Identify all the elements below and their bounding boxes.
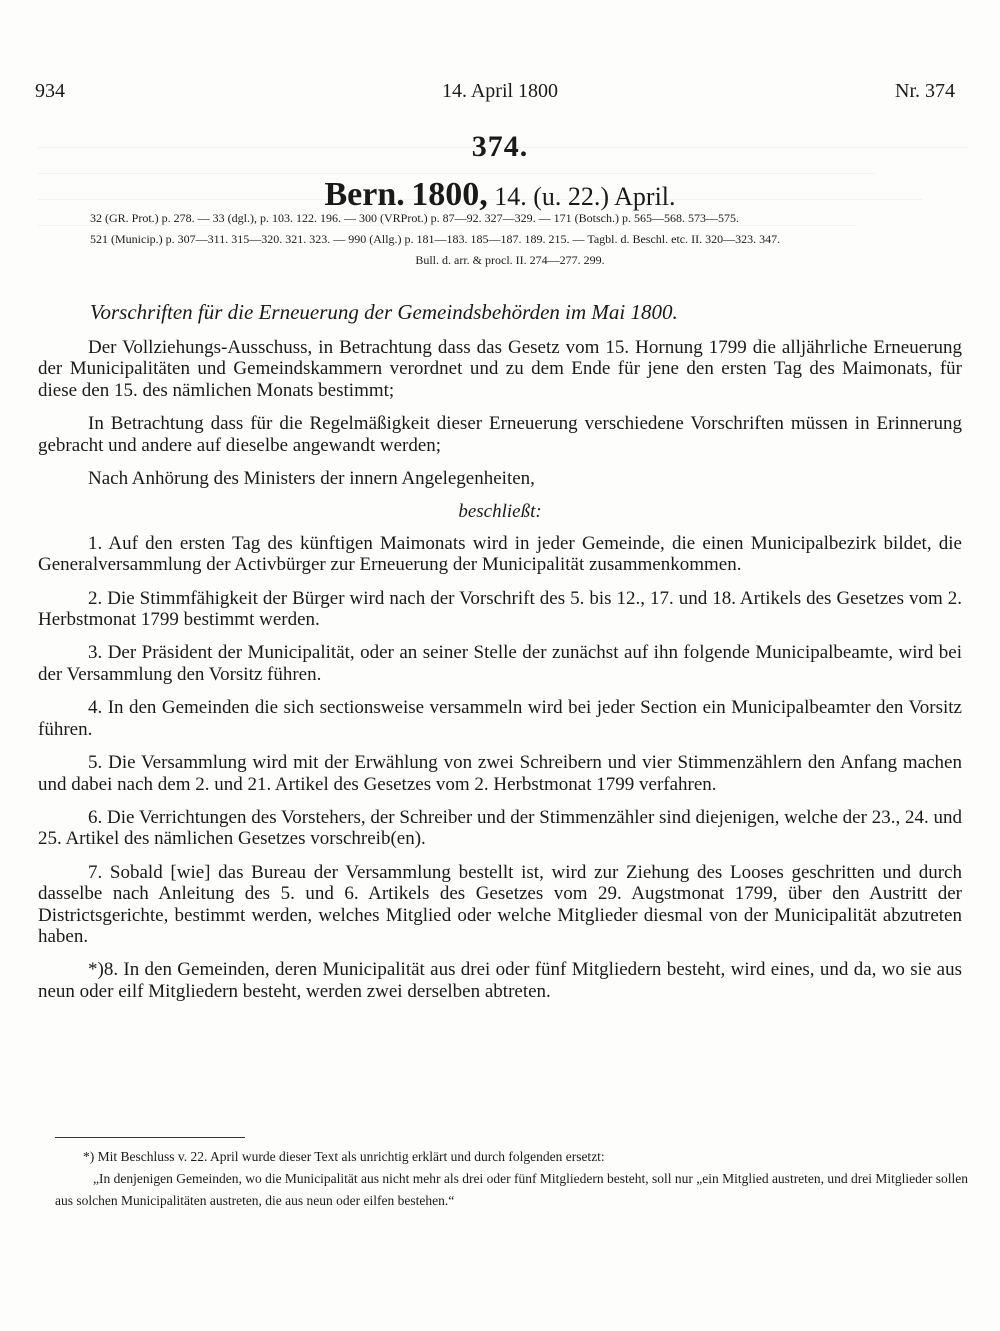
article-paragraph: 1. Auf den ersten Tag des künftigen Maimonats wird in jeder Gemeinde, die einen Municipalbezirk bildet, die Generalversammlung der Activbürger zur Erneuerung der Municipalität zusammenkommen. bbox=[38, 532, 962, 576]
title-place: Bern. bbox=[324, 176, 405, 213]
source-line: Bull. d. arr. & procl. II. 274—277. 299. bbox=[415, 253, 605, 267]
footnote bbox=[55, 1146, 975, 1212]
header-date: 14. April 1800 bbox=[441, 80, 559, 102]
footnote-line: *) Mit Beschluss v. 22. April wurde dieser Text als unrichtig erklärt und durch folgenden ersetzt: bbox=[83, 1149, 605, 1164]
article-paragraph: 3. Der Präsident der Municipalität, oder an seiner Stelle der zunächst auf ihn folgende Municipalbeamte, wird bei der Versammlung den Vorsitz führen. bbox=[38, 642, 962, 685]
article-paragraph: 2. Die Stimmfähigkeit der Bürger wird nach der Vorschrift des 5. bis 12., 17. und 18. Artikels des Gesetzes vom 2. Herbstmonat 1799 bestimmt werden. bbox=[38, 587, 962, 631]
document-number: 374. bbox=[471, 130, 529, 163]
article-paragraph: 6. Die Verrichtungen des Vorstehers, der Schreiber und der Stimmenzähler sind diejenigen, welche der 23., 24. und 25. Artikel des nämlichen Gesetzes vorschreib(en). bbox=[38, 806, 962, 850]
source-line: 32 (GR. Prot.) p. 278. — 33 (dgl.), p. 103. 122. 196. — 300 (VRProt.) p. 87—92. 327—329. — 171 (Botsch.) p. 565—568. 573—575. bbox=[90, 211, 739, 225]
article-paragraph: 7. Sobald [wie] das Bureau der Versammlung bestellt ist, wird zur Ziehung des Looses geschritten und durch dasselbe nach Anleitung des 5. und 6. Artikels des Gesetzes vom 29. Augstmonat 1799, über den Austritt der Districtsgerichte, bestimmt werden, welches Mitglied oder welche Mitglieder diesmal von der Municipalität abzutreten haben. bbox=[38, 861, 962, 947]
document-subject: Vorschriften für die Erneuerung der Gemeindsbehörden im Mai 1800. bbox=[90, 300, 678, 324]
preamble-paragraph: In Betrachtung dass für die Regelmäßigkeit dieser Erneuerung verschiedene Vorschriften müssen in Erinnerung gebracht und andere auf dieselbe angewandt werden; bbox=[38, 413, 962, 456]
footnote-line: „In denjenigen Gemeinden, wo die Municipalität aus nicht mehr als drei oder fünf Mitgliedern besteht, soll nur „ein Mitglied austreten, und drei Mitglieder sollen aus solchen Municipalitäten austreten, die aus neun oder eilfen bestehen.“ bbox=[55, 1171, 969, 1208]
resolution-heading: beschließt: bbox=[458, 501, 542, 523]
title-year: 1800, bbox=[411, 176, 488, 213]
footnote-divider bbox=[55, 1137, 245, 1138]
article-paragraph: 5. Die Versammlung wird mit der Erwählung von zwei Schreibern und vier Stimmenzählern den Anfang machen und dabei nach dem 2. und 21. Artikel des Gesetzes vom 2. Herbstmonat 1799 verfahren. bbox=[38, 752, 962, 795]
source-references bbox=[90, 208, 930, 271]
source-line: 521 (Municip.) p. 307—311. 315—320. 321. 323. — 990 (Allg.) p. 181—183. 185—187. 189. 215. — Tagbl. d. Beschl. etc. II. 320—323. 347. bbox=[90, 232, 781, 246]
page-number: 934 bbox=[35, 80, 65, 102]
document-body bbox=[38, 337, 962, 1014]
article-paragraph: 4. In den Gemeinden die sich sectionsweise versammeln wird bei jeder Section ein Municipalbeamter den Vorsitz führen. bbox=[38, 697, 962, 740]
preamble-paragraph: Der Vollziehungs-Ausschuss, in Betrachtung dass das Gesetz vom 15. Hornung 1799 die alljährliche Erneuerung der Municipalitäten und Gemeindskammern verordnet und zu dem Ende für jene den ersten Tag des Maimonats, für diese den 15. des nämlichen Monats bestimmt; bbox=[38, 337, 962, 401]
preamble-paragraph: Nach Anhörung des Ministers der innern Angelegenheiten, bbox=[88, 468, 535, 490]
header-document-number: Nr. 374 bbox=[895, 80, 955, 102]
title-date: 14. (u. 22.) April. bbox=[487, 182, 676, 211]
article-paragraph: *)8. In den Gemeinden, deren Municipalität aus drei oder fünf Mitgliedern besteht, wird eines, und da, wo sie aus neun oder eilf Mitgliedern besteht, werden zwei derselben abtreten. bbox=[38, 959, 962, 1002]
